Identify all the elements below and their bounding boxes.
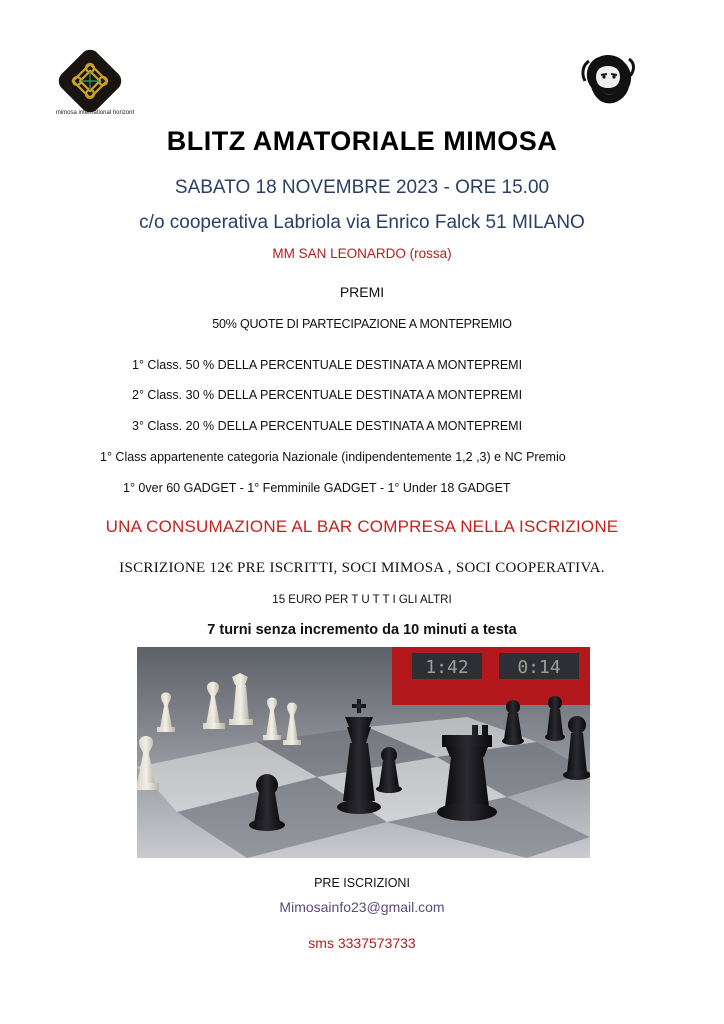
registration-fee: ISCRIZIONE 12€ PRE ISCRITTI, SOCI MIMOSA , SOCI COOPERATIVA. <box>119 560 605 576</box>
prize-item: 1° Class appartenente categoria Nazionale (indipendentemente 1,2 ,3) e NC Premio <box>100 450 566 464</box>
bearded-portrait-icon <box>577 47 639 109</box>
clock-left-readout: 1:42 <box>425 657 469 678</box>
chess-photo <box>137 647 590 858</box>
prize-item: 1° Class. 50 % DELLA PERCENTUALE DESTINATA A MONTEPREMI <box>132 358 523 372</box>
prize-pool-line: 50% QUOTE DI PARTECIPAZIONE A MONTEPREMIO <box>212 317 512 331</box>
prize-item: 1° 0ver 60 GADGET - 1° Femminile GADGET - 1° Under 18 GADGET <box>123 481 511 495</box>
preregistration-label: PRE ISCRIZIONI <box>314 876 410 890</box>
registration-fee-others: 15 EURO PER T U T T I GLI ALTRI <box>272 594 452 606</box>
prize-item: 2° Class. 30 % DELLA PERCENTUALE DESTINATA A MONTEPREMI <box>132 388 523 402</box>
contact-email[interactable]: Mimosainfo23@gmail.com <box>279 899 445 915</box>
prize-item: 3° Class. 20 % DELLA PERCENTUALE DESTINATA A MONTEPREMI <box>132 419 523 433</box>
metro-stop: MM SAN LEONARDO (rossa) <box>272 246 452 261</box>
contact-sms[interactable]: sms 3337573733 <box>308 935 416 951</box>
bar-drink-notice: UNA CONSUMAZIONE AL BAR COMPRESA NELLA ISCRIZIONE <box>105 517 619 536</box>
chess-clock-icon <box>392 647 590 705</box>
knot-logo-icon <box>53 44 127 118</box>
event-venue: c/o cooperativa Labriola via Enrico Falck 51 MILANO <box>139 212 585 233</box>
logo-caption: mimosa international horizont <box>55 110 135 116</box>
page-title: BLITZ AMATORIALE MIMOSA <box>166 126 558 156</box>
rounds-info: 7 turni senza incremento da 10 minuti a testa <box>207 622 517 638</box>
event-date: SABATO 18 NOVEMBRE 2023 - ORE 15.00 <box>174 177 550 198</box>
prizes-heading: PREMI <box>339 284 385 300</box>
clock-right-readout: 0:14 <box>517 657 561 678</box>
